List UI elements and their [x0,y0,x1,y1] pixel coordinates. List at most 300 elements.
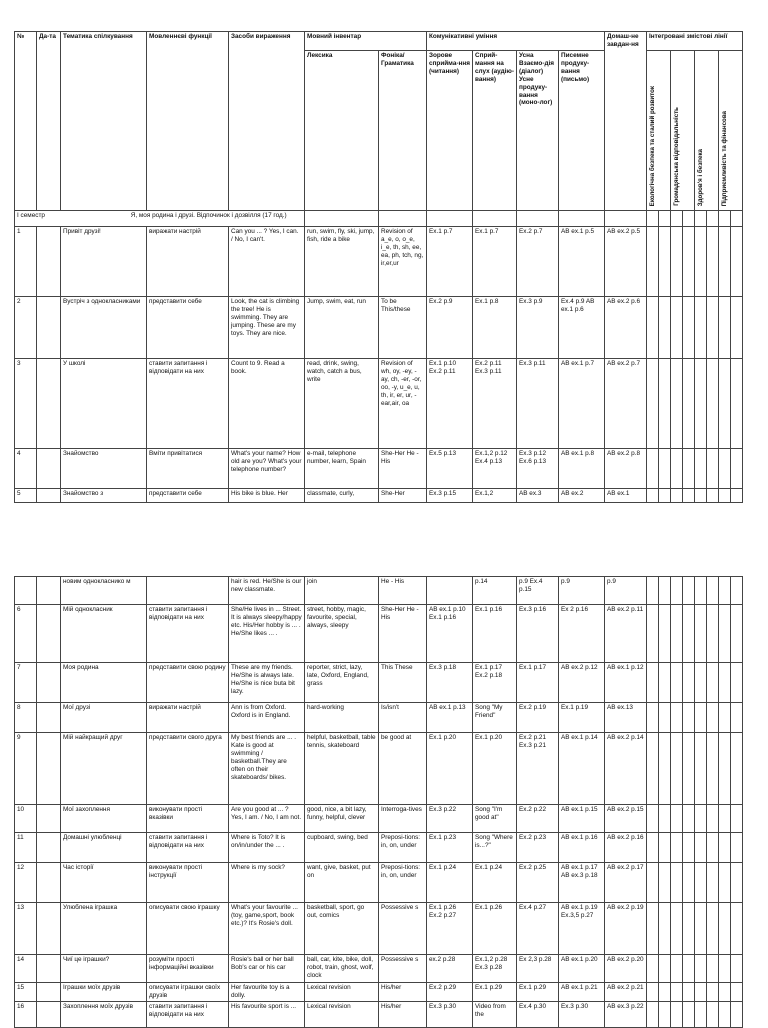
header-topic: Тематика спілкування [61,32,147,211]
cell-integrated [695,863,707,903]
cell-integrated [659,227,671,297]
cell-integrated [659,805,671,833]
cell-write: p.9 [559,577,605,605]
cell-topic: Вустріч з однокласниками [61,297,147,359]
cell-func: ставити запитання і відповідати на них [147,1001,229,1027]
cell-integrated [707,449,719,489]
cell-phon: Preposi-tions: in, on, under [379,863,427,903]
cell-speak: Ex 2,3 p.28 [517,955,559,983]
cell-integrated [683,663,695,703]
cell-read: Ex.1 p.26 Ex.2 p.27 [427,903,473,955]
cell-date [37,805,61,833]
cell-listen: Ex.1 p.20 [473,733,517,805]
cell-lex: read, drink, swing, watch, catch a bus, write [305,359,379,449]
cell-speak: Ex.2 p.23 [517,833,559,863]
cell-write: Ex.3 p.30 [559,1001,605,1027]
cell-integrated [695,833,707,863]
header-listening: Сприй-мання на слух (аудію-вання) [473,51,517,211]
cell-n: 12 [15,863,37,903]
cell-integrated [731,449,743,489]
cell-date [37,605,61,663]
cell-integrated [719,1001,731,1027]
cell-topic: Знайомство з [61,489,147,503]
cell-integrated [659,297,671,359]
cell-date [37,359,61,449]
cell-speak: Ex.2 p.19 [517,703,559,733]
cell-integrated [719,733,731,805]
cell-integrated [731,605,743,663]
cell-read: Ex.1 p.20 [427,733,473,805]
cell-topic: Моя родина [61,663,147,703]
cell-integrated [731,863,743,903]
cell-listen: Ex.2 p.11 Ex.3 p.11 [473,359,517,449]
cell-lex: Lexical revision [305,1001,379,1027]
cell-lex: basketball, sport, go out, comics [305,903,379,955]
cell-integrated [647,833,659,863]
cell-hw: AB ex.2 p.7 [605,359,647,449]
cell-integrated [647,489,659,503]
table-row [15,227,743,297]
cell-means: What's your name? How old are you? What's your telephone number? [229,449,305,489]
cell-write: AB ex.1 p.19 Ex.3,5 p.27 [559,903,605,955]
table-row [15,297,743,359]
cell-hw: AB ex.1 [605,489,647,503]
cell-phon: Possessive s [379,955,427,983]
cell-lex: classmate, curly, [305,489,379,503]
header-skills: Комунікативні уміння [427,32,605,51]
cell-means: Where is my sock? [229,863,305,903]
cell-listen: Video from the [473,1001,517,1027]
cell-integrated [731,663,743,703]
cell-speak: Ex.2 p.21 Ex.3 p.21 [517,733,559,805]
cell-write: AB ex.2 [559,489,605,503]
cell-integrated [647,805,659,833]
header-date: Да-та [37,32,61,211]
cell-listen: Ex.1,2 p.12 Ex.4 p.13 [473,449,517,489]
cell-phon: To be This/these [379,297,427,359]
cell-integrated [683,605,695,663]
table-row [15,903,743,955]
cell-integrated [671,663,683,703]
cell-integrated [719,449,731,489]
cell-speak: Ex.2 p.25 [517,863,559,903]
cell-means: Rosie's ball or her ball Bob's car or his car [229,955,305,983]
cell-integrated [695,983,707,1002]
cell-date [37,983,61,1002]
cell-lex: cupboard, swing, bed [305,833,379,863]
cell-integrated [647,703,659,733]
cell-integrated [647,983,659,1002]
cell-integrated [659,577,671,605]
cell-n [15,577,37,605]
cell-integrated [695,577,707,605]
cell-integrated [659,449,671,489]
cell-func: виражати настрій [147,227,229,297]
cell-integrated [683,983,695,1002]
cell-hw: AB ex.2 p.5 [605,227,647,297]
cell-integrated [683,833,695,863]
cell-integrated [707,863,719,903]
header-homework: Домаш-не завдан-ня [605,32,647,211]
cell-integrated [683,1001,695,1027]
cell-integrated [695,489,707,503]
cell-listen: Ex.1,2 p.28 Ex.3 p.28 [473,955,517,983]
cell-topic: новим однокласнико м [61,577,147,605]
cell-integrated [731,359,743,449]
cell-phon: She-Her He - His [379,605,427,663]
cell-write: Ex.1 p.19 [559,703,605,733]
cell-func: представити себе [147,489,229,503]
cell-integrated [731,489,743,503]
cell-func: описувати свою іграшку [147,903,229,955]
cell-n: 4 [15,449,37,489]
cell-integrated [707,227,719,297]
cell-listen: Ex.1 p.7 [473,227,517,297]
cell-lex: hard-working [305,703,379,733]
table-row [15,983,743,1002]
cell-integrated [683,903,695,955]
cell-write: AB ex.1 p.5 [559,227,605,297]
table-row [15,955,743,983]
cell-integrated [707,359,719,449]
cell-integrated [719,605,731,663]
cell-listen: Ex.1 p.26 [473,903,517,955]
cell-read: Ex.1 p.23 [427,833,473,863]
cell-integrated [731,703,743,733]
cell-func [147,577,229,605]
cell-integrated [707,605,719,663]
cell-integrated [683,955,695,983]
cell-func: ставити запитання і відповідати на них [147,359,229,449]
cell-means: These are my friends. He/She is always late. He/She is nice buta bit lazy. [229,663,305,703]
cell-integrated [695,449,707,489]
cell-phon: Is/isn't [379,703,427,733]
cell-phon: be good at [379,733,427,805]
cell-topic: У школі [61,359,147,449]
cell-n: 15 [15,983,37,1002]
cell-speak: AB ex.3 [517,489,559,503]
header-lexis: Лексика [305,51,379,211]
cell-integrated [683,577,695,605]
cell-n: 10 [15,805,37,833]
table-row [15,577,743,605]
cell-integrated [683,805,695,833]
cell-integrated [719,359,731,449]
table-row [15,833,743,863]
cell-hw: AB ex.2 p.19 [605,903,647,955]
cell-integrated [707,955,719,983]
cell-hw: AB ex.2 p.11 [605,605,647,663]
cell-speak: Ex.3 p.11 [517,359,559,449]
cell-lex: Jump, swim, eat, run [305,297,379,359]
cell-integrated [683,733,695,805]
cell-topic: Домашні улюбленці [61,833,147,863]
cell-lex: reporter, strict, lazy, late, Oxford, England, grass [305,663,379,703]
table-row [15,489,743,503]
cell-func: ставити запитання і відповідати на них [147,605,229,663]
cell-means: She/He lives in ... Street. It is always sleepy/happy etc. His/Her hobby is ... . He/She likes ... . [229,605,305,663]
cell-phon: Revision of a_e, o, o_e, i_e, th, sh, ee, ea, ph, tch, ng, ir,er,ur [379,227,427,297]
table-row [15,733,743,805]
cell-phon: Revision of wh, oy, -ey, -ay, ch, -er, -or, oo, -y, u_e, u, th, ir, er, ur, -ear,air, oa [379,359,427,449]
cell-phon: Interroga-tives [379,805,427,833]
cell-listen: Song "I'm good at" [473,805,517,833]
cell-lex: run, swim, fly, ski, jump, fish, ride a bike [305,227,379,297]
cell-read: Ex.1 p.7 [427,227,473,297]
cell-integrated [707,833,719,863]
cell-integrated [659,1001,671,1027]
cell-date [37,663,61,703]
cell-date [37,863,61,903]
cell-integrated [731,227,743,297]
cell-means: Look, the cat is climbing the tree! He is swimming. They are jumping. These are my toys. They are nice. [229,297,305,359]
cell-write: AB ex.1 p.15 [559,805,605,833]
cell-date [37,577,61,605]
cell-integrated [647,577,659,605]
cell-integrated [731,577,743,605]
header-line-finance: Підприємливість та фінансова [719,51,743,211]
cell-speak: Ex.3 p.9 [517,297,559,359]
cell-integrated [707,577,719,605]
cell-func: Вміти привітатися [147,449,229,489]
cell-func: виражати настрій [147,703,229,733]
cell-read: ex.2 p.28 [427,955,473,983]
cell-integrated [671,703,683,733]
cell-integrated [719,703,731,733]
cell-n: 9 [15,733,37,805]
cell-topic: Улюблена іграшка [61,903,147,955]
cell-n: 16 [15,1001,37,1027]
header-integrated: Інтегровані змістові лінії [647,32,743,51]
cell-hw: AB ex.2 p.14 [605,733,647,805]
cell-integrated [659,359,671,449]
header-speaking: Усна Взаємо-дія (діалог) Усне продуку-вання (моно-лог) [517,51,559,211]
cell-date [37,297,61,359]
cell-lex: want, give, basket, put on [305,863,379,903]
cell-integrated [719,663,731,703]
cell-lex: e-mail, telephone number, learn, Spain [305,449,379,489]
cell-means: Are you good at ... ? Yes, I am. / No, I am not. [229,805,305,833]
cell-read: Ex.2 p.9 [427,297,473,359]
cell-topic: Мій однокласник [61,605,147,663]
cell-n: 14 [15,955,37,983]
cell-integrated [731,805,743,833]
cell-topic: Мої друзі [61,703,147,733]
table-row [15,605,743,663]
header-writing: Писемне продуку-вання (письмо) [559,51,605,211]
cell-n: 1 [15,227,37,297]
cell-listen: Song "Where is...?" [473,833,517,863]
cell-func: розуміти прості інформаційні вказівки [147,955,229,983]
cell-topic: Мої захоплення [61,805,147,833]
cell-integrated [647,605,659,663]
cell-date [37,1001,61,1027]
cell-listen: Ex.1 p.8 [473,297,517,359]
lesson-plan-table-page2 [14,576,743,1028]
cell-integrated [719,805,731,833]
cell-integrated [671,955,683,983]
cell-integrated [683,489,695,503]
cell-n: 8 [15,703,37,733]
cell-topic: Іграшки моїх друзів [61,983,147,1002]
cell-integrated [707,297,719,359]
cell-speak: p.9 Ex.4 p.15 [517,577,559,605]
cell-integrated [707,663,719,703]
cell-func: представити свою родину [147,663,229,703]
cell-phon: She-Her [379,489,427,503]
cell-write: Ex 2 p.16 [559,605,605,663]
cell-speak: Ex.4 p.30 [517,1001,559,1027]
cell-integrated [647,663,659,703]
semester-label: І семестр [17,212,45,219]
cell-integrated [719,983,731,1002]
cell-integrated [659,605,671,663]
cell-listen: Ex.1 p.24 [473,863,517,903]
cell-func: представити себе [147,297,229,359]
cell-phon: He - His [379,577,427,605]
cell-date [37,903,61,955]
cell-date [37,833,61,863]
cell-integrated [731,297,743,359]
cell-write: AB ex.2 p.12 [559,663,605,703]
semester-row [15,211,305,227]
cell-means: Her favourite toy is a dolly. [229,983,305,1002]
cell-integrated [707,903,719,955]
cell-integrated [671,805,683,833]
cell-n: 7 [15,663,37,703]
cell-write: AB ex.1 p.21 [559,983,605,1002]
cell-lex: Lexical revision [305,983,379,1002]
cell-integrated [647,227,659,297]
table-body-page1 [15,227,743,503]
cell-lex: street, hobby, magic, favourite, special, always, sleepy [305,605,379,663]
cell-integrated [671,733,683,805]
cell-means: What's your favourite ... (toy, game,sport, book etc.)? It's Rosie's doll. [229,903,305,955]
cell-phon: This These [379,663,427,703]
cell-means: My best friends are ... . Kate is good at swimming / basketball.They are often on their skateboards/ bikes. [229,733,305,805]
table-row [15,449,743,489]
cell-write: AB ex.1 p.17 AB ex.3 p.18 [559,863,605,903]
cell-write: AB ex.1 p.8 [559,449,605,489]
cell-listen: Ex.1,2 [473,489,517,503]
cell-integrated [683,359,695,449]
cell-hw: p.9 [605,577,647,605]
cell-speak: Ex.3 p.12 Ex.6 p.13 [517,449,559,489]
cell-integrated [695,903,707,955]
cell-hw: AB ex.2 p.20 [605,955,647,983]
cell-integrated [731,1001,743,1027]
header-line-health: Здоров'я і безпека [695,51,719,211]
cell-hw: AB ex.2 p.8 [605,449,647,489]
header-line-ecology: Екологічна безпека та сталий розвиток [647,51,671,211]
cell-integrated [659,903,671,955]
cell-write: AB ex.1 p.16 [559,833,605,863]
cell-read: Ex.1 p.10 Ex.2 p.11 [427,359,473,449]
cell-func: ставити запитання і відповідати на них [147,833,229,863]
cell-integrated [659,489,671,503]
cell-integrated [671,833,683,863]
cell-phon: His/her [379,1001,427,1027]
cell-read: Ex.1 p.24 [427,863,473,903]
cell-listen: Ex.1 p.16 [473,605,517,663]
cell-integrated [671,983,683,1002]
cell-write: AB ex.1 p.20 [559,955,605,983]
cell-read: AB ex.1 p.10 Ex.1 p.16 [427,605,473,663]
cell-integrated [647,449,659,489]
cell-topic: Чиї це іграшки? [61,955,147,983]
cell-func: виконувати прості інструкції [147,863,229,903]
cell-integrated [695,733,707,805]
cell-integrated [671,605,683,663]
header-num: № [15,32,37,211]
cell-integrated [671,359,683,449]
header-line-civic: Громадянська відповідальність [671,51,695,211]
cell-integrated [719,577,731,605]
cell-n: 11 [15,833,37,863]
cell-integrated [731,955,743,983]
cell-hw: AB ex.2 p.15 [605,805,647,833]
cell-phon: His/her [379,983,427,1002]
table-body-page2 [15,577,743,1028]
cell-integrated [659,663,671,703]
cell-topic: Час історії [61,863,147,903]
cell-means: Count to 9. Read a book. [229,359,305,449]
cell-integrated [671,449,683,489]
cell-topic: Захоплення моїх друзів [61,1001,147,1027]
cell-integrated [695,359,707,449]
cell-integrated [647,359,659,449]
cell-integrated [695,703,707,733]
cell-n: 3 [15,359,37,449]
cell-n: 6 [15,605,37,663]
cell-means: Where is Toto? It is on/in/under the ... . [229,833,305,863]
cell-func: описувати іграшки своїх друзів [147,983,229,1002]
cell-speak: Ex.1 p.17 [517,663,559,703]
cell-integrated [695,955,707,983]
cell-date [37,955,61,983]
cell-means: hair is red. He/She is our new classmate. [229,577,305,605]
cell-integrated [659,955,671,983]
cell-lex: join [305,577,379,605]
cell-func: представити свого друга [147,733,229,805]
cell-hw: AB ex.3 p.22 [605,1001,647,1027]
cell-listen: Song "My Friend" [473,703,517,733]
cell-integrated [707,1001,719,1027]
header-functions: Мовленнєві функції [147,32,229,211]
cell-read: Ex.3 p.22 [427,805,473,833]
cell-integrated [719,489,731,503]
cell-integrated [647,955,659,983]
cell-date [37,227,61,297]
cell-write: AB ex.1 p.14 [559,733,605,805]
cell-listen: Ex.1 p.17 Ex.2 p.18 [473,663,517,703]
cell-integrated [671,1001,683,1027]
cell-integrated [719,903,731,955]
cell-integrated [647,733,659,805]
cell-date [37,703,61,733]
cell-date [37,449,61,489]
cell-topic: Привіт друзі! [61,227,147,297]
header-means: Засоби вираження [229,32,305,211]
cell-integrated [707,489,719,503]
table-row [15,863,743,903]
cell-integrated [671,227,683,297]
cell-topic: Мій найкращий друг [61,733,147,805]
cell-n: 5 [15,489,37,503]
cell-hw: AB ex.2 p.6 [605,297,647,359]
cell-integrated [695,605,707,663]
cell-integrated [707,733,719,805]
